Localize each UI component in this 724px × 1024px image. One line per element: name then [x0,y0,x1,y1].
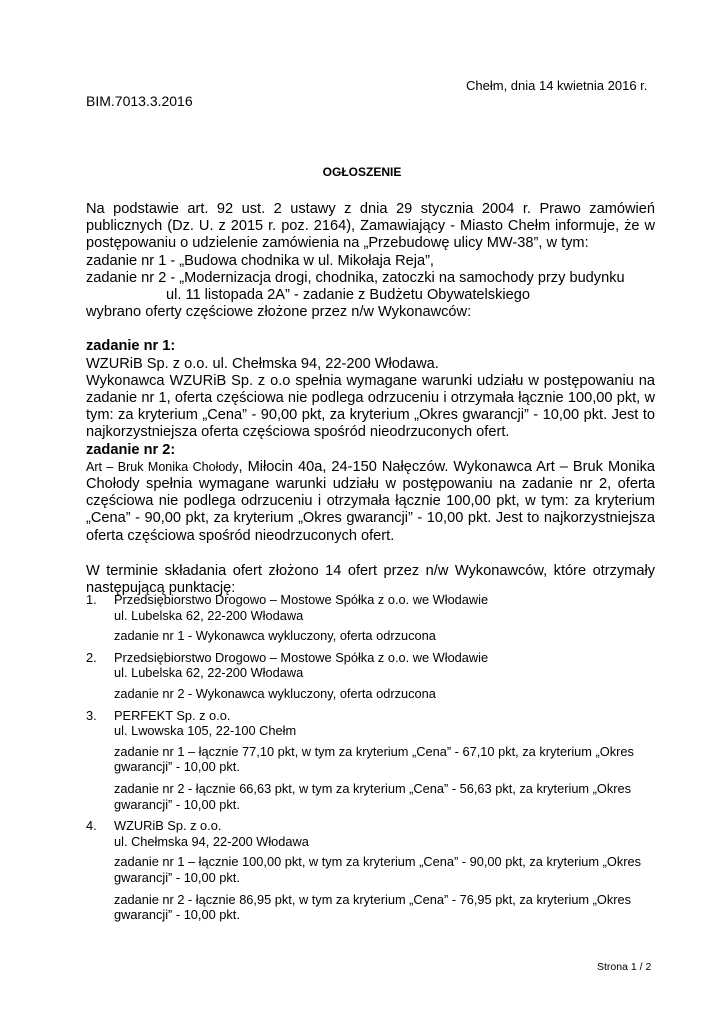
announcement-body [86,201,655,597]
offer-company-name: Przedsiębiorstwo Drogowo – Mostowe Spółka z o.o. we Włodawie [114,592,489,607]
offer-result: zadanie nr 2 - łącznie 66,63 pkt, w tym za kryterium „Cena” - 56,63 pkt, za kryterium „Okres gwarancji” - 10,00 pkt. [114,780,632,812]
document-title: OGŁOSZENIE [322,165,402,179]
reference-number: BIM.7013.3.2016 [86,93,193,109]
offers-intro: W terminie składania ofert złożono 14 ofert przez n/w Wykonawców, które otrzymały następującą punktację: [86,562,655,597]
winner-1-text: Wykonawca WZURiB Sp. z o.o spełnia wymagane warunki udziału w postępowaniu na zadanie nr 1, oferta częściowa nie podlega odrzuceniu i otrzymała łącznie 100,00 pkt, w tym: za kryterium „Cena” - 90,00 pkt, za kryterium „Okres gwarancji” - 10,00 pkt. Jest to najkorzystniejsza oferta częściowa spośród nieodrzuconych ofert. [86,372,655,441]
list-item [86,650,666,702]
list-item [86,708,666,813]
intro-paragraph: Na podstawie art. 92 ust. 2 ustawy z dnia 29 stycznia 2004 r. Prawo zamówień publicznych (Dz. U. z 2015 r. poz. 2164), Zamawiający - Miasto Chełm informuje, że w postępowaniu o udzielenie zamówienia na „Przebudowę ulicy MW-38”, w tym: [86,201,655,252]
list-item-number: 2. [86,649,97,665]
offer-address: ul. Lubelska 62, 22-200 Włodawa [114,665,304,681]
winner-1-company: WZURiB Sp. z o.o. ul. Chełmska 94, 22-200 Włodawa. [86,355,439,372]
list-item [86,818,666,923]
document-date: Chełm, dnia 14 kwietnia 2016 r. [466,78,648,93]
offer-result: zadanie nr 2 - Wykonawca wykluczony, oferta odrzucona [114,685,436,701]
task-2-line-continued: ul. 11 listopada 2A” - zadanie z Budżetu Obywatelskiego [166,287,530,304]
winner-2-details: , Miłocin 40a, 24-150 Nałęczów. Wykonawca Art – Bruk Monika Chołody spełnia wymagane warunki udziału w postępowaniu na zadanie nr 2, oferta częściowa nie podlega odrzuceniu i otrzymała łącznie 100,00 pkt, w tym: za kryterium „Cena” - 90,00 pkt, za kryterium „Okres gwarancji” - 10,00 pkt. Jest to najkorzystniejsza oferta częściowa spośród nieodrzuconych ofert. [86,458,655,544]
offer-company-name: Przedsiębiorstwo Drogowo – Mostowe Spółka z o.o. we Włodawie [114,649,489,665]
offer-result: zadanie nr 1 – łącznie 100,00 pkt, w tym za kryterium „Cena” - 90,00 pkt, za kryterium „Okres gwarancji” - 10,00 pkt. [114,854,642,885]
task-2-line: zadanie nr 2 - „Modernizacja drogi, chodnika, zatoczki na samochody przy budynku [86,269,625,286]
selected-offers-line: wybrano oferty częściowe złożone przez n/w Wykonawców: [86,304,472,321]
winner-1-heading: zadanie nr 1: [86,338,176,355]
offers-list [86,592,666,923]
list-item-number: 3. [86,707,97,723]
task-1-line: zadanie nr 1 - „Budowa chodnika w ul. Mikołaja Reja”, [86,252,434,269]
offer-address: ul. Chełmska 94, 22-200 Włodawa [114,833,309,849]
offer-result: zadanie nr 1 - Wykonawca wykluczony, oferta odrzucona [114,628,436,644]
offer-result: zadanie nr 1 – łącznie 77,10 pkt, w tym za kryterium „Cena” - 67,10 pkt, za kryterium „Okres gwarancji” - 10,00 pkt. [114,743,634,775]
offer-company-name: PERFEKT Sp. z o.o. [114,707,231,723]
list-item-number: 1. [86,592,97,607]
winner-2-heading: zadanie nr 2: [86,441,176,458]
winner-2-company: Art – Bruk Monika Chołody [86,459,239,474]
list-item [86,592,666,644]
offer-address: ul. Lubelska 62, 22-200 Włodawa [114,607,304,623]
winner-2-text [86,459,655,545]
list-item-number: 4. [86,818,97,834]
page-number: Strona 1 / 2 [597,961,652,973]
offer-company-name: WZURiB Sp. z o.o. [114,818,222,834]
offer-address: ul. Lwowska 105, 22-100 Chełm [114,723,297,739]
offer-result: zadanie nr 2 - łącznie 86,95 pkt, w tym za kryterium „Cena” - 76,95 pkt, za kryterium „Okres gwarancji” - 10,00 pkt. [114,891,632,923]
